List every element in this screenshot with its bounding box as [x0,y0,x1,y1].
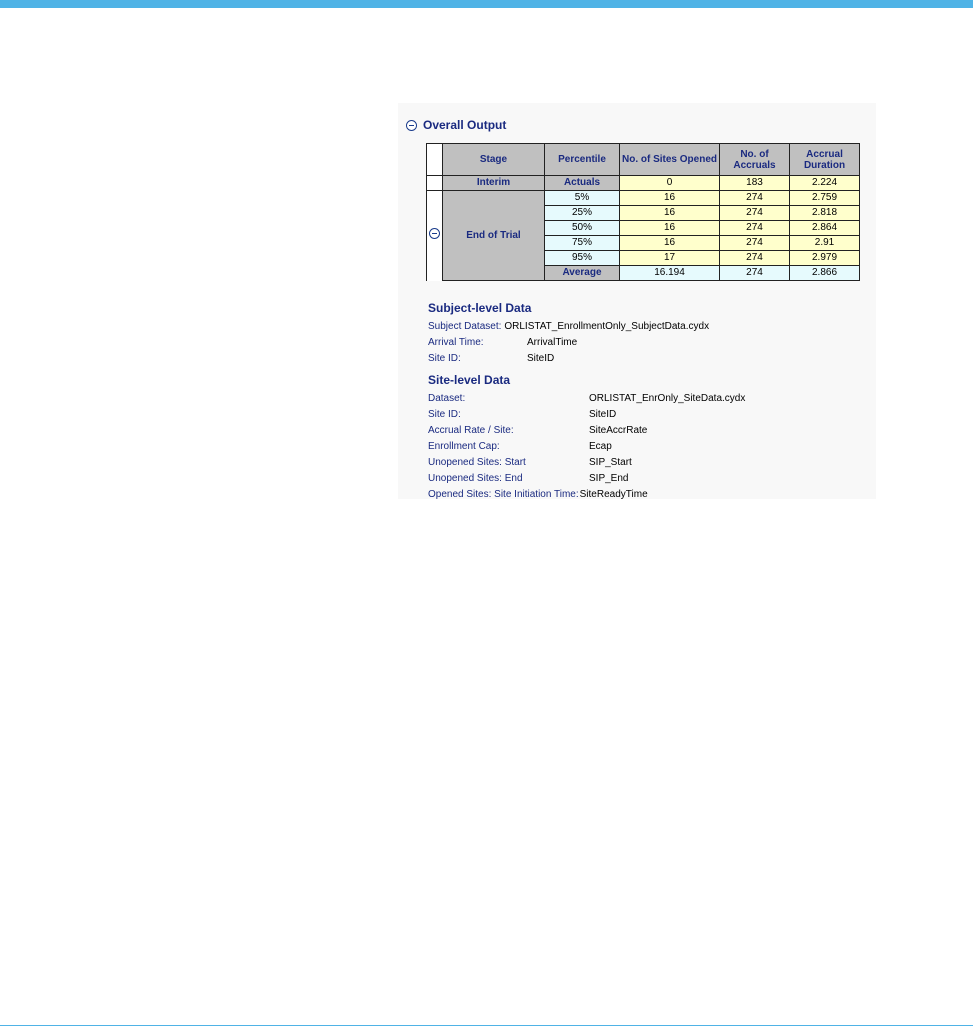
subject-dataset-label: Subject Dataset: [428,321,502,332]
header-sites-opened: No. of Sites Opened [620,144,720,176]
site-initiation-value: SiteReadyTime [579,489,648,499]
subject-dataset-value: ORLISTAT_EnrollmentOnly_SubjectData.cydx [504,321,710,332]
subject-level-title: Subject-level Data [428,301,532,315]
cell-accruals: 274 [720,206,790,221]
arrival-time-label: Arrival Time: [428,337,484,348]
header-duration: Accrual Duration [790,144,860,176]
enrollment-cap-value: Ecap [589,441,612,452]
header-stage: Stage [443,144,545,176]
cell-sites-opened: 0 [620,176,720,191]
cell-duration: 2.91 [790,236,860,251]
collapse-minus-icon[interactable] [429,228,440,239]
unopened-start-value: SIP_Start [589,457,632,468]
cell-sites-opened: 16 [620,206,720,221]
cell-duration: 2.759 [790,191,860,206]
accrual-rate-label: Accrual Rate / Site: [428,425,514,436]
row-spacer [427,176,443,191]
cell-duration: 2.864 [790,221,860,236]
table-row [427,191,860,206]
cell-sites-opened: 16 [620,236,720,251]
output-panel [398,103,876,499]
percentile-cell: 5% [545,191,620,206]
site-initiation-label: Opened Sites: Site Initiation Time: [428,489,579,499]
cell-accruals: 274 [720,191,790,206]
site-level-data [428,373,745,499]
dataset-value: ORLISTAT_EnrOnly_SiteData.cydx [589,393,746,404]
enrollment-cap-label: Enrollment Cap: [428,441,500,452]
cell-accruals: 274 [720,221,790,236]
cell-sites-opened: 16 [620,221,720,236]
cell-sites-opened: 16 [620,191,720,206]
list-item [428,423,745,439]
header-blank [427,144,443,176]
cell-accruals: 274 [720,266,790,281]
list-item [428,335,709,351]
percentile-actuals: Actuals [545,176,620,191]
list-item [428,391,745,407]
unopened-end-label: Unopened Sites: End [428,473,523,484]
site-id-value: SiteID [589,409,617,420]
overall-output-title: Overall Output [423,118,507,132]
bottom-accent-line [0,1025,973,1026]
cell-accruals: 274 [720,236,790,251]
accrual-rate-value: SiteAccrRate [589,425,648,436]
site-id-label: Site ID: [428,353,461,364]
collapse-minus-icon[interactable] [406,120,417,131]
dataset-label: Dataset: [428,393,466,404]
site-id-label: Site ID: [428,409,461,420]
unopened-start-label: Unopened Sites: Start [428,457,526,468]
cell-duration: 2.818 [790,206,860,221]
percentile-cell: 50% [545,221,620,236]
list-item [428,471,745,487]
cell-sites-opened: 16.194 [620,266,720,281]
overall-output-header[interactable] [406,117,506,133]
percentile-cell: 95% [545,251,620,266]
cell-sites-opened: 17 [620,251,720,266]
table-row-interim [427,176,860,191]
header-accruals: No. of Accruals [720,144,790,176]
list-item [428,487,745,499]
site-id-value: SiteID [527,353,555,364]
overall-output-table [426,143,860,281]
cell-duration: 2.224 [790,176,860,191]
cell-accruals: 183 [720,176,790,191]
arrival-time-value: ArrivalTime [527,337,578,348]
list-item [428,351,709,367]
unopened-end-value: SIP_End [589,473,629,484]
top-accent-bar [0,0,973,8]
list-item [428,319,709,335]
subject-level-data [428,301,709,367]
stage-interim: Interim [443,176,545,191]
percentile-cell: 25% [545,206,620,221]
list-item [428,407,745,423]
cell-duration: 2.866 [790,266,860,281]
list-item [428,455,745,471]
expand-cell[interactable] [427,191,443,281]
list-item [428,439,745,455]
percentile-cell: 75% [545,236,620,251]
stage-end-of-trial: End of Trial [443,191,545,281]
cell-accruals: 274 [720,251,790,266]
percentile-average: Average [545,266,620,281]
cell-duration: 2.979 [790,251,860,266]
header-percentile: Percentile [545,144,620,176]
site-level-title: Site-level Data [428,373,511,387]
table-header-row [427,144,860,176]
